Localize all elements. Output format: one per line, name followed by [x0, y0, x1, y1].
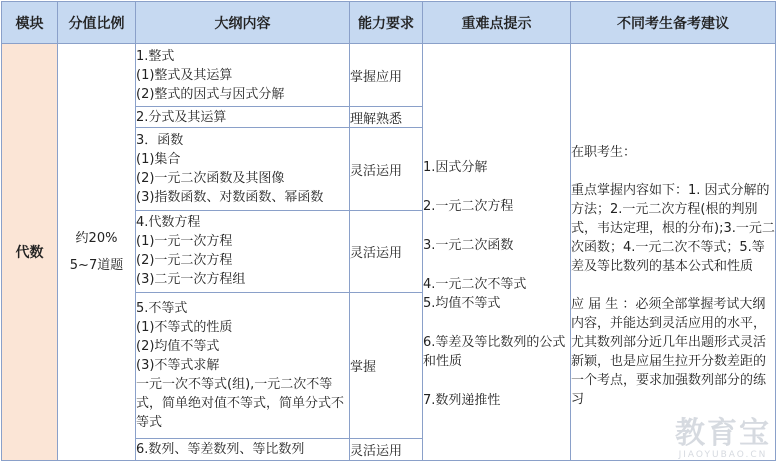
ratio-count: 5~7道题: [69, 258, 124, 273]
exam-outline-table: [1, 1, 776, 461]
header-module: 模块: [2, 2, 58, 44]
content-line: (3)指数函数、对数函数、幂函数: [136, 190, 324, 206]
header-ratio: 分值比例: [58, 2, 136, 44]
key-point: 7.数列递推性: [423, 393, 501, 408]
ability-cell: 掌握: [350, 293, 423, 439]
module-cell: 代数: [2, 44, 58, 461]
advice-working-body: 重点掌握内容如下：1. 因式分解的方法；2.一元二次方程(根的判别式，韦达定理，根的分布);3.一元二次函数；4.一元二次不等式；5.等差及等比数列的基本公式和性质: [571, 183, 775, 274]
ability-cell: 灵活运用: [350, 438, 423, 460]
content-line: 6.数列、等差数列、等比数列: [136, 441, 305, 457]
header-ability: 能力要求: [350, 2, 423, 44]
key-point: 1.因式分解: [423, 160, 488, 175]
content-cell: [136, 128, 350, 210]
content-line: (2)一元二次方程: [136, 253, 233, 269]
advice-cell: [571, 44, 776, 461]
content-cell: [136, 293, 350, 439]
table-row: [2, 44, 776, 107]
ability-cell: 灵活运用: [350, 210, 423, 292]
content-line: 5.不等式: [136, 301, 188, 317]
key-point: 3.一元二次函数: [423, 238, 514, 253]
content-cell: [136, 210, 350, 292]
watermark-logo-text: 教育宝: [675, 416, 771, 451]
header-key-points: 重难点提示: [423, 2, 571, 44]
ability-cell: 理解熟悉: [350, 107, 423, 128]
ability-cell: 灵活运用: [350, 128, 423, 210]
content-line: 2.分式及其运算: [136, 109, 227, 125]
key-points-cell: [423, 44, 571, 461]
key-point: 4.一元二次不等式: [423, 277, 527, 292]
content-line: (1)整式及其运算: [136, 67, 233, 83]
content-line: 一元一次不等式(组),一元二次不等式，简单绝对值不等式，简单分式不等式: [136, 377, 345, 431]
content-line: 1.整式: [136, 48, 175, 64]
ability-cell: 掌握应用: [350, 44, 423, 107]
content-cell: [136, 107, 350, 128]
content-line: (1)一元一次方程: [136, 234, 233, 250]
ratio-percent: 约20%: [75, 231, 118, 246]
header-content: 大纲内容: [136, 2, 350, 44]
advice-working-title: 在职考生：: [571, 145, 637, 160]
content-line: (1)集合: [136, 152, 181, 168]
content-cell: [136, 438, 350, 460]
ratio-cell: [58, 44, 136, 461]
key-point: 5.均值不等式: [423, 296, 501, 311]
header-advice: 不同考生备考建议: [571, 2, 776, 44]
content-line: (2)整式的因式与因式分解: [136, 86, 285, 102]
content-line: (1)不等式的性质: [136, 320, 233, 336]
content-line: (2)一元二次函数及其图像: [136, 171, 285, 187]
advice-graduate: 应 届 生 ：必须全部掌握考试大纲内容，并能达到灵活应用的水平，尤其数列部分近几年出题形式灵活新颖，也是应届生拉开分数差距的一个考点，要求加强数列部分的练习: [571, 297, 767, 407]
content-line: (3)二元一次方程组: [136, 272, 246, 288]
header-row: [2, 2, 776, 44]
key-point: 6.等差及等比数列的公式和性质: [423, 335, 566, 369]
content-line: (3)不等式求解: [136, 358, 220, 374]
content-cell: [136, 44, 350, 107]
content-line: 3．函数: [136, 133, 184, 149]
watermark-domain: JIAOYUBAO.CN: [678, 450, 768, 460]
content-line: (2)均值不等式: [136, 339, 220, 355]
content-line: 4.代数方程: [136, 215, 201, 231]
key-point: 2.一元二次方程: [423, 199, 514, 214]
